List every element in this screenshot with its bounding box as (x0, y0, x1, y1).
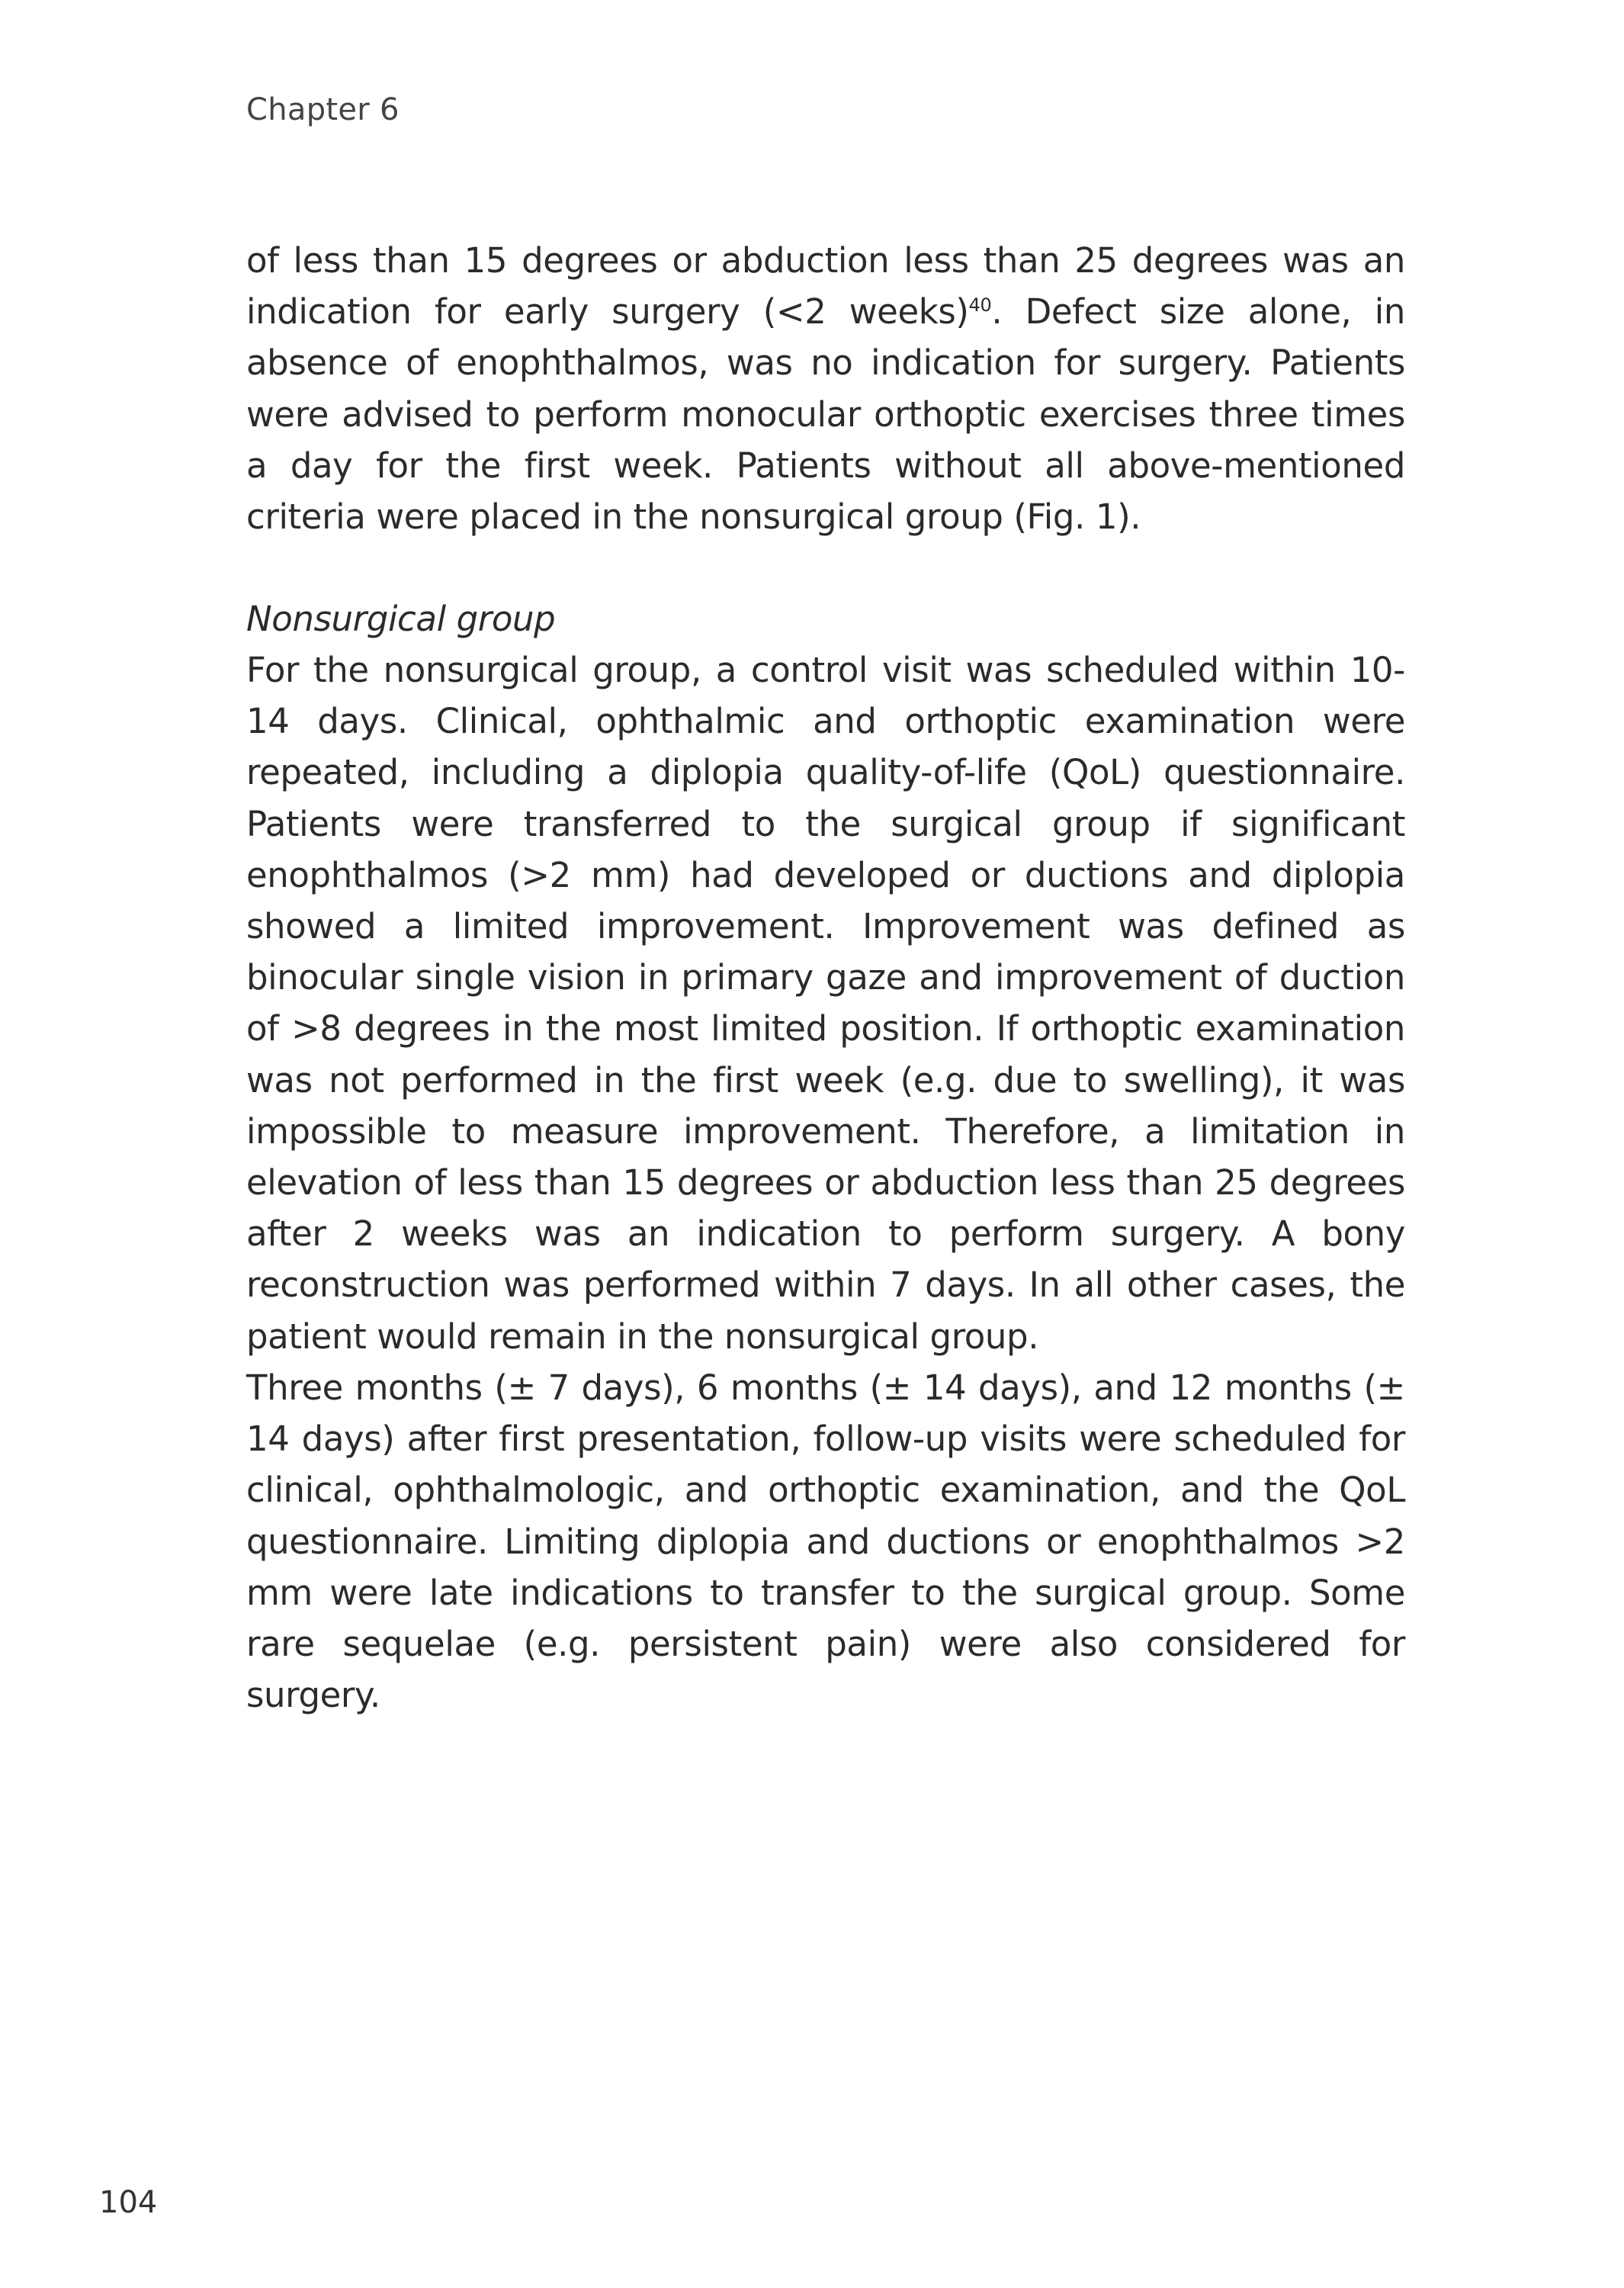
section-heading: Nonsurgical group (246, 599, 556, 639)
citation-superscript: 40 (968, 294, 992, 317)
paragraph-continued (246, 235, 1405, 542)
running-head: Chapter 6 (246, 92, 400, 127)
paragraph-1-text-b: . Defect size alone, in absence of enophthalmos, was no indication for surgery. Patients were advised to perform monocular orthoptic exercises three times a day for the first week. Patients without all above-mentioned criteria were placed in the nonsurgical group (Fig. 1). (246, 291, 1405, 538)
paragraph-nonsurgical-group: For the nonsurgical group, a control visit was scheduled within 10-14 days. Clinical, ophthalmic and orthoptic examination were repeated, including a diplopia quality-of-life (QoL) questionnaire. Patients were transferred to the surgical group if significant enophthalmos (>2 mm) had developed or ductions and diplopia showed a limited improvement. Improvement was defined as binocular single vision in primary gaze and improvement of duction of >8 degrees in the most limited position. If orthoptic examination was not performed in the first week (e.g. due to swelling), it was impossible to measure improvement. Therefore, a limitation in elevation of less than 15 degrees or abduction less than 25 degrees after 2 weeks was an indication to perform surgery. A bony reconstruction was performed within 7 days. In all other cases, the patient would remain in the nonsurgical group. (246, 650, 1405, 1357)
paragraph-1-text-a: of less than 15 degrees or abduction less than 25 degrees was an indication for early surgery (<2 weeks) (246, 240, 1405, 333)
paragraph-follow-up: Three months (± 7 days), 6 months (± 14 days), and 12 months (± 14 days) after first presentation, follow-up visits were scheduled for clinical, ophthalmologic, and orthoptic examination, and the QoL questionnaire. Limiting diplopia and ductions or enophthalmos >2 mm were late indications to transfer to the surgical group. Some rare sequelae (e.g. persistent pain) were also considered for surgery. (246, 1367, 1405, 1716)
page-number: 104 (99, 2185, 158, 2220)
